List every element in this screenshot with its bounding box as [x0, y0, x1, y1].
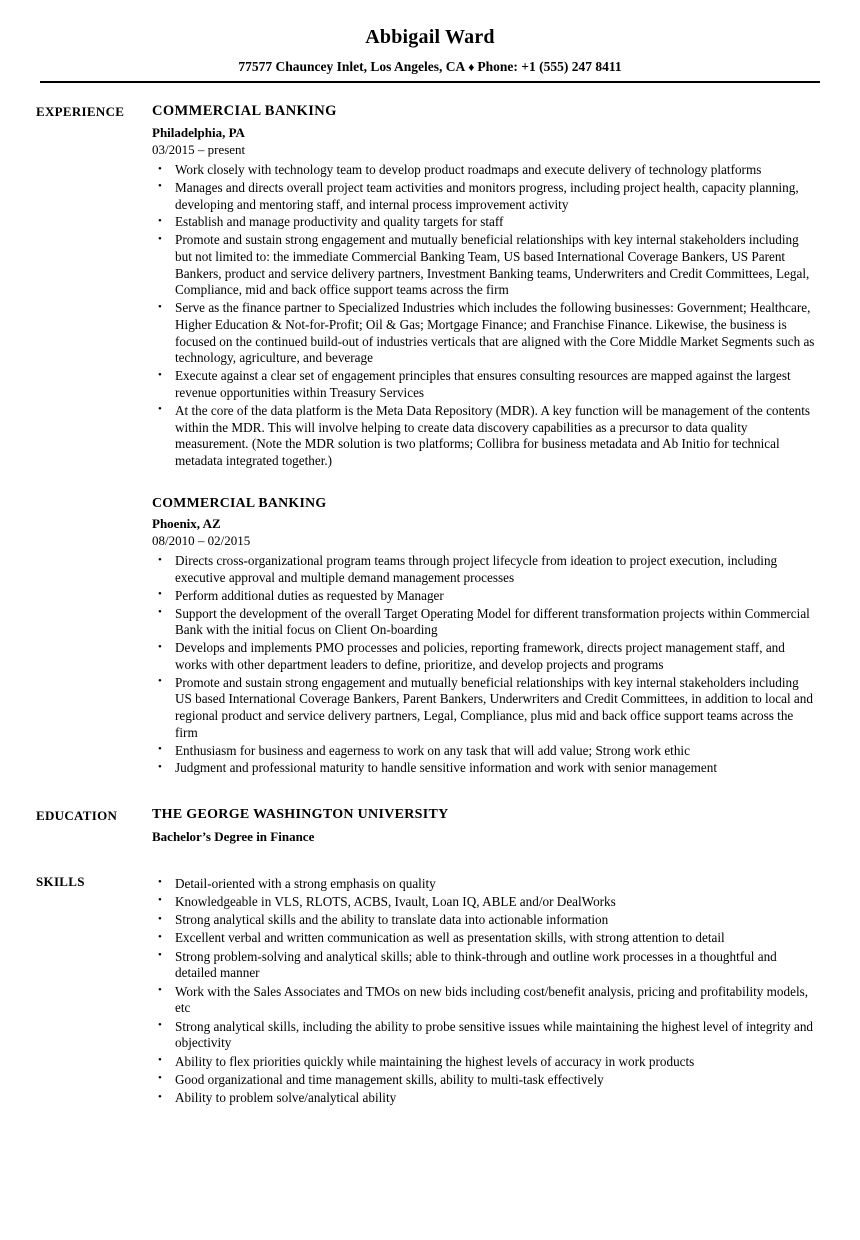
bullet-item: • Work closely with technology team to develop product roadmaps and execute delivery of technology platforms [152, 162, 818, 179]
bullet-item: • Enthusiasm for business and eagerness to work on any task that will add value; Strong work ethic [152, 743, 818, 760]
job-location: Philadelphia, PA [152, 125, 245, 141]
diamond-separator-icon: ♦ [468, 60, 475, 74]
bullet-item: • Ability to flex priorities quickly while maintaining the highest levels of accuracy in work products [152, 1054, 818, 1071]
education-degree: Bachelor’s Degree in Finance [152, 828, 315, 844]
education-section [0, 807, 860, 844]
bullet-item: • Work with the Sales Associates and TMOs on new bids including cost/benefit analysis, pricing and profitability models, etc [152, 984, 818, 1018]
bullet-item: • Execute against a clear set of engagement principles that ensures consulting resources are mapped against the largest revenue opportunities within Treasury Services [152, 368, 818, 402]
job-dates: 08/2010 – 02/2015 [152, 532, 251, 548]
job-location: Phoenix, AZ [152, 516, 221, 532]
job-title: COMMERCIAL BANKING [152, 102, 337, 119]
job-entry [152, 103, 818, 470]
bullet-item: • Support the development of the overall Target Operating Model for different transformation projects within Commercial Bank with the initial focus on Client On-boarding [152, 606, 818, 640]
bullet-item: • Detail-oriented with a strong emphasis on quality [152, 876, 818, 893]
phone-text: Phone: +1 (555) 247 8411 [477, 59, 622, 74]
skills-bullet-list [152, 876, 818, 1107]
bullet-item: • Ability to problem solve/analytical ability [152, 1090, 818, 1107]
job-dates: 03/2015 – present [152, 141, 246, 157]
bullet-item: • Excellent verbal and written communication as well as presentation skills, with strong attention to detail [152, 930, 818, 947]
bullet-item: • Strong analytical skills, including the ability to probe sensitive issues while maintaining the highest level of integrity and objectivity [152, 1019, 818, 1053]
resume-header [0, 0, 860, 83]
job-bullet-list [152, 553, 818, 777]
experience-section [0, 103, 860, 778]
bullet-item: • Knowledgeable in VLS, RLOTS, ACBS, Ivault, Loan IQ, ABLE and/or DealWorks [152, 894, 818, 911]
section-label-education: EDUCATION [36, 808, 118, 824]
bullet-item: • Strong analytical skills and the ability to translate data into actionable information [152, 912, 818, 929]
bullet-item: • Manages and directs overall project team activities and monitors progress, including project health, capacity planning, developing and mentoring staff, and internal process improvement activity [152, 180, 818, 214]
section-label-skills: SKILLS [36, 873, 85, 889]
candidate-name: Abbigail Ward [365, 26, 495, 48]
bullet-item: • Promote and sustain strong engagement and mutually beneficial relationships with key internal stakeholders including US based International Coverage Bankers, Parent Bankers, Underwriters and Credit Committees, in addition to local and regional product and service delivery partners, Legal, Compliance, plus mid and back office support teams across the firm [152, 675, 818, 742]
skills-section [0, 873, 860, 1109]
bullet-item: • Perform additional duties as requested by Manager [152, 588, 818, 605]
header-divider [40, 81, 820, 83]
bullet-item: • At the core of the data platform is the Meta Data Repository (MDR). A key function will be management of the contents within the MDR. This will involve helping to create data discovery capabilities as a precursor to data quality measurement. (Note the MDR solution is two platforms; Collibra for business metadata and Ab Initio for technical metadata integrated together.) [152, 403, 818, 470]
education-school: THE GEORGE WASHINGTON UNIVERSITY [152, 807, 449, 823]
job-entry [152, 495, 818, 777]
job-bullet-list [152, 162, 818, 470]
bullet-item: • Judgment and professional maturity to handle sensitive information and work with senior management [152, 760, 818, 777]
bullet-item: • Serve as the finance partner to Specialized Industries which includes the following businesses: Government; Healthcare, Higher Education & Not-for-Profit; Oil & Gas; Mortgage Finance; and Franchise Finance. Likewise, the business is focused on the continued build-out of industries verticals that are aligned with the Core Middle Market Segments such as technology, agriculture, and beverage [152, 300, 818, 367]
section-label-experience: EXPERIENCE [36, 103, 125, 119]
bullet-item: • Directs cross-organizational program teams through project lifecycle from ideation to project execution, including executive approval and multiple demand management processes [152, 553, 818, 587]
bullet-item: • Establish and manage productivity and quality targets for staff [152, 214, 818, 231]
education-body [152, 807, 818, 844]
address-text: 77577 Chauncey Inlet, Los Angeles, CA [238, 59, 466, 74]
job-title: COMMERCIAL BANKING [152, 494, 327, 510]
experience-body [152, 103, 818, 778]
bullet-item: • Develops and implements PMO processes and policies, reporting framework, directs project management staff, and works with other department leaders to define, prioritize, and develop projects and programs [152, 640, 818, 674]
contact-line [0, 59, 860, 75]
skills-body [152, 873, 818, 1109]
bullet-item: • Good organizational and time management skills, ability to multi-task effectively [152, 1072, 818, 1089]
bullet-item: • Promote and sustain strong engagement and mutually beneficial relationships with key internal stakeholders including but not limited to: the immediate Commercial Banking Team, US based International Coverage Bankers, US Parent Bankers, product and service delivery partners, Investment Banking teams, Underwriters and Credit Committees, Legal, Compliance, mid and back office support teams across the firm [152, 232, 818, 299]
bullet-item: • Strong problem-solving and analytical skills; able to think-through and outline work processes in a thoughtful and detailed manner [152, 949, 818, 983]
